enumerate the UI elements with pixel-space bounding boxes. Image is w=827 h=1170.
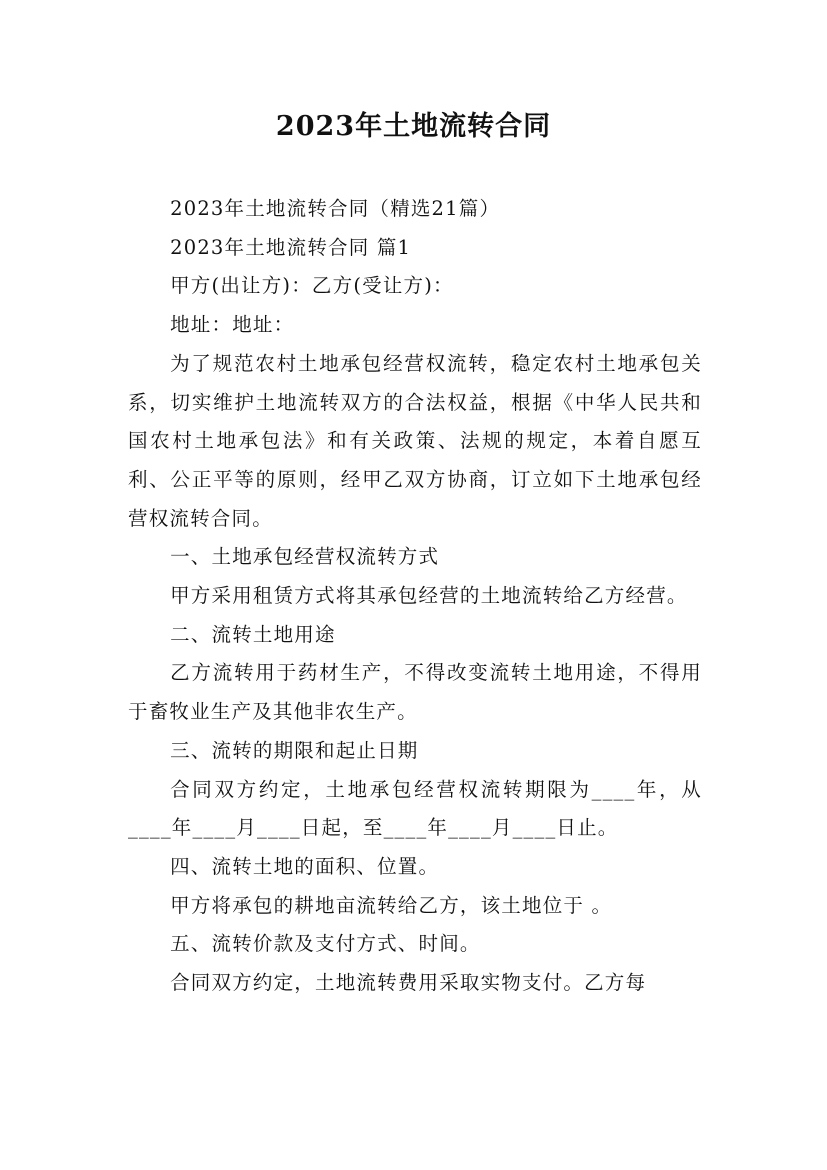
clause-1-text: 甲方采用租赁方式将其承包经营的土地流转给乙方经营。 [170,584,688,608]
clause-5-heading: 五、流转价款及支付方式、时间。 [170,932,481,956]
clause-4-text: 甲方将承包的耕地亩流转给乙方，该土地位于 。 [170,893,613,917]
paragraph-preamble: 为了规范农村土地承包经营权流转，稳定农村土地承包关系，切实维护土地流转双方的合法权益，根据《中华人民共和国农村土地承包法》和有关政策、法规的规定，本着自愿互利、公正平等的原则，经甲乙双方协商，订立如下土地承包经营权流转合同。 [128,351,702,530]
paragraph-parties: 甲方(出让方)：乙方(受让方)： [170,274,454,298]
clause-4-heading: 四、流转土地的面积、位置。 [170,854,440,878]
clause-5-text: 合同双方约定，土地流转费用采取实物支付。乙方每 [170,971,647,995]
clause-3-heading: 三、流转的期限和起止日期 [170,738,419,762]
clause-2-heading: 二、流转土地用途 [170,622,336,646]
document-title: 2023年土地流转合同 [275,111,552,142]
clause-1-heading: 一、土地承包经营权流转方式 [170,545,440,569]
document-body [128,190,702,1003]
clause-3-text: 合同双方约定，土地承包经营权流转期限为____年，从____年____月____日起，至____年____月____日止。 [128,777,702,840]
clause-2-text: 乙方流转用于药材生产，不得改变流转土地用途，不得用于畜牧业生产及其他非农生产。 [128,661,702,724]
paragraph-addresses: 地址：地址： [170,313,295,337]
paragraph-section-heading: 2023年土地流转合同 篇1 [170,235,412,259]
paragraph-subtitle: 2023年土地流转合同（精选21篇） [170,197,501,220]
